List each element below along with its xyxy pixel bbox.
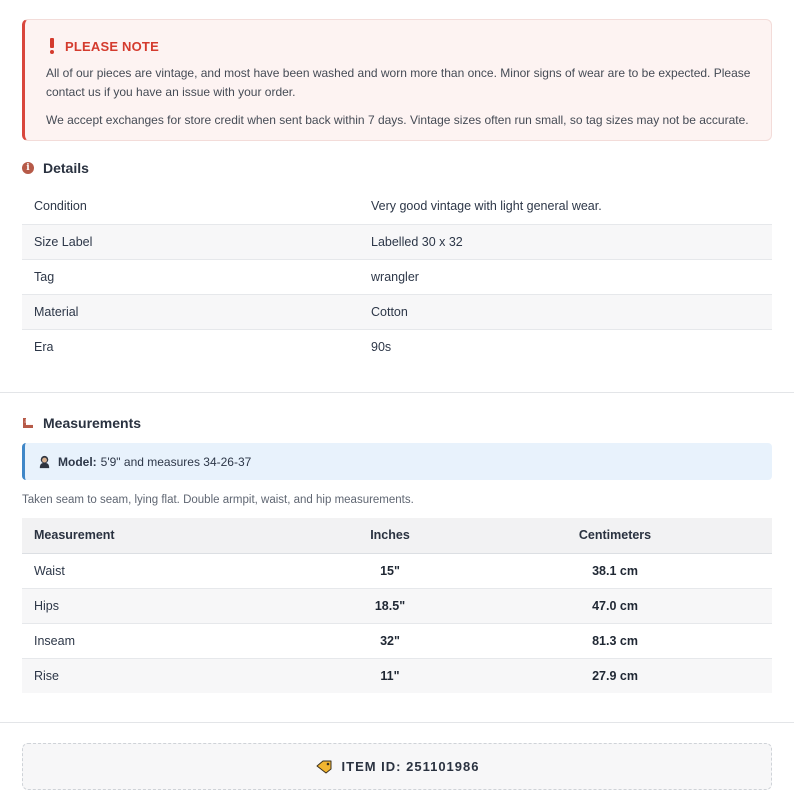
notice-box: [22, 19, 772, 141]
measurement-cm: 81.3 cm: [458, 623, 772, 658]
detail-value: Labelled 30 x 32: [359, 224, 772, 259]
measurements-heading: [22, 415, 141, 431]
detail-value: Very good vintage with light general wear.: [359, 189, 772, 224]
table-header-row: [22, 518, 772, 553]
measurement-inches: 11": [322, 658, 458, 693]
measurement-inches: 32": [322, 623, 458, 658]
detail-label: Material: [22, 294, 359, 329]
details-table: [22, 189, 772, 364]
notice-paragraph-2: We accept exchanges for store credit when sent back within 7 days. Vintage sizes often run small, so tag sizes may not be accurate.: [46, 113, 749, 127]
table-row: [22, 329, 772, 364]
section-divider: [0, 722, 794, 723]
detail-label: Size Label: [22, 224, 359, 259]
detail-value: 90s: [371, 339, 392, 354]
measurement-inches: 15": [322, 553, 458, 588]
column-header: Centimeters: [458, 518, 772, 553]
detail-label: Condition: [22, 189, 359, 224]
measurement-name: Inseam: [22, 623, 322, 658]
measurement-cm: 27.9 cm: [458, 658, 772, 693]
detail-value: Cotton: [359, 294, 772, 329]
table-row: [22, 224, 772, 259]
model-info: [22, 443, 772, 480]
measurements-heading-text: Measurements: [43, 415, 142, 431]
column-header: Measurement: [22, 518, 322, 553]
table-row: [22, 553, 772, 588]
item-id-box: [22, 743, 772, 790]
person-icon: [37, 454, 52, 469]
details-heading: [22, 160, 89, 176]
column-header: Inches: [322, 518, 458, 553]
measurement-cm: 38.1 cm: [458, 553, 772, 588]
section-divider: [0, 392, 794, 393]
price-tag-icon: [315, 760, 333, 774]
measurement-cm: 47.0 cm: [458, 588, 772, 623]
ruler-icon: [22, 417, 34, 429]
table-row: [22, 658, 772, 693]
detail-label: Era: [34, 339, 54, 354]
exclamation-icon: [48, 38, 56, 54]
measurements-table: [22, 518, 772, 693]
measurement-name: Hips: [22, 588, 322, 623]
table-row: [22, 588, 772, 623]
model-label: Model:: [58, 454, 97, 469]
notice-paragraph-1: All of our pieces are vintage, and most have been washed and worn more than once. Minor signs of wear are to be expected. Please contact us if you have an issue with your order.: [46, 66, 751, 99]
table-row: [22, 259, 772, 294]
measurement-inches: 18.5": [322, 588, 458, 623]
model-text: 5'9" and measures 34-26-37: [100, 454, 252, 469]
measurement-name: Waist: [22, 553, 322, 588]
table-row: [22, 294, 772, 329]
measurement-name: Rise: [22, 658, 322, 693]
table-row: [22, 189, 772, 224]
notice-title-text: PLEASE NOTE: [65, 38, 159, 54]
table-row: [22, 623, 772, 658]
details-heading-text: Details: [43, 160, 89, 176]
detail-value: wrangler: [359, 259, 772, 294]
item-id-text: ITEM ID: 251101986: [341, 759, 480, 774]
notice-title: [46, 38, 751, 54]
info-icon: i: [22, 162, 34, 174]
measurement-caption: Taken seam to seam, lying flat. Double armpit, waist, and hip measurements.: [22, 494, 414, 506]
detail-label: Tag: [22, 259, 359, 294]
